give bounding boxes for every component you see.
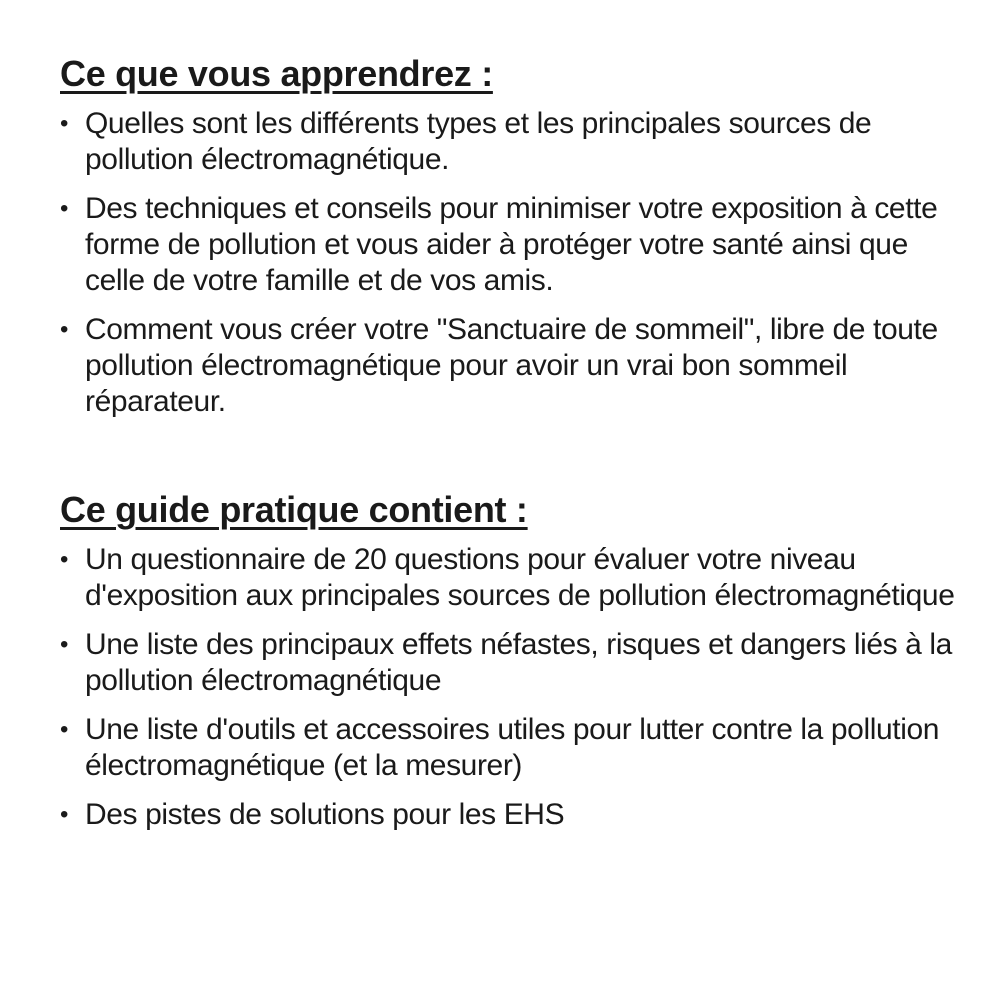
section-title-contents: Ce guide pratique contient :: [60, 489, 528, 530]
list-item: [60, 312, 975, 420]
list-item: [60, 712, 975, 784]
list-item: [60, 191, 975, 299]
bullet-icon: •: [60, 801, 69, 828]
section-what-you-will-learn: [60, 50, 975, 420]
bullet-icon: •: [60, 546, 69, 573]
bullet-icon: •: [60, 631, 69, 658]
bullet-icon: •: [60, 716, 69, 743]
bullet-list-learn: [60, 106, 975, 420]
list-item-text: Des pistes de solutions pour les EHS: [85, 798, 565, 831]
list-item-text: Quelles sont les différents types et les principales sources de pollution électromagnétique.: [85, 107, 872, 176]
bullet-icon: •: [60, 195, 69, 222]
list-item: [60, 542, 975, 614]
list-item: [60, 797, 975, 833]
list-item-text: Un questionnaire de 20 questions pour évaluer votre niveau d'exposition aux principales sources de pollution électromagnétique: [85, 543, 955, 612]
list-item: [60, 627, 975, 699]
bullet-icon: •: [60, 316, 69, 343]
list-item-text: Une liste d'outils et accessoires utiles pour lutter contre la pollution électromagnétique (et la mesurer): [85, 713, 940, 782]
list-item-text: Une liste des principaux effets néfastes, risques et dangers liés à la pollution électromagnétique: [85, 628, 952, 697]
bullet-list-contents: [60, 542, 975, 833]
list-item: [60, 106, 975, 178]
list-item-text: Comment vous créer votre "Sanctuaire de sommeil", libre de toute pollution électromagnétique pour avoir un vrai bon sommeil réparateur.: [85, 313, 938, 418]
bullet-icon: •: [60, 110, 69, 137]
section-title-learn: Ce que vous apprendrez :: [60, 53, 493, 94]
list-item-text: Des techniques et conseils pour minimiser votre exposition à cette forme de pollution et vous aider à protéger votre santé ainsi que celle de votre famille et de vos amis.: [85, 192, 938, 297]
section-guide-contents: [60, 486, 975, 833]
